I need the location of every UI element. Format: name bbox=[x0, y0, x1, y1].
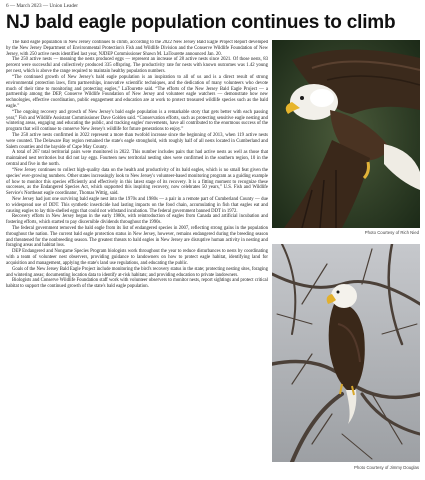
article-paragraph: “The ongoing recovery and growth of New Jersey's bald eagle population is a remarkable story that gets better with each passing year,” Fish and Wildlife Assistant Commissioner Dave Golden said. “Conservation efforts, such as protecting sensitive eagle nesting and wintering areas, engaging and educating the public, and tracking eagles' movements, have all contributed to the enormous success of the program that will continue to conserve New Jersey's wildlife for future generations to enjoy.” bbox=[6, 109, 268, 133]
article-paragraph: Biologists and Conserve Wildlife Foundation staff work with volunteer observers to monitor nests, report sightings and protect critical habitat to support the continued growth of the state's bald eagle population. bbox=[6, 278, 268, 290]
article-paragraph: New Jersey had just one surviving bald eagle nest into the 1970s and 1980s — a pair in a remote part of Cumberland County — due to widespread use of DDT. This synthetic insecticide had lasting impacts on the food chain, accumulating in fish that eagles eat and causing eagles to lay thin-shelled eggs that could not withstand incubation. The federal government banned DDT in 1972. bbox=[6, 196, 268, 214]
article-paragraph: The 250 active nests confirmed in 2022 represent a more than twofold increase since the beginning of 2013, when 119 active nests were counted. The Delaware Bay region remained the state's eagle stronghold, with roughly half of all nests located in Cumberland and Salem counties and the bayside of Cape May County. bbox=[6, 133, 268, 150]
article-paragraph: The bald eagle population in New Jersey continues to climb, according to the 2022 New Jersey Bald Eagle Project Report developed by the New Jersey Department of Environmental Protection's Fish and Wildlife Division and the Conserve Wildlife Foundation of New Jersey, with 250 active nests identified last year, NJDEP Commissioner Shawn M. LaTourette announced Jan. 20. bbox=[6, 40, 268, 57]
article-headline: NJ bald eagle population continues to climb bbox=[6, 12, 396, 33]
page-folio: 6 — March 2023 — Union Leader bbox=[6, 3, 79, 9]
photo-credit: Photo Courtesy of Rich Nied bbox=[364, 230, 419, 235]
article-body bbox=[6, 40, 268, 476]
article-paragraph: The 250 active nests — meaning the nests produced eggs — represent an increase of 28 active nests since 2021. Of those nests, 83 percent were successful and collectively produced 335 offspring. The productivity rate for nests with known outcomes was 1.42 young per nest, which is above the range required to maintain healthy population numbers. bbox=[6, 57, 268, 75]
article-paragraph: Recovery efforts in New Jersey began in the early 1980s, with reintroduction of eagles from Canada and artificial incubation and fostering efforts, which started to pay discernible dividends throughout the 1990s. bbox=[6, 214, 268, 226]
photo-credit: Photo Courtesy of Jimmy Douglas bbox=[354, 465, 419, 470]
article-paragraph: “The continued growth of New Jersey's bald eagle population is an inspiration to all of us and is a direct result of strong environmental protection laws, firm partnerships, innovative scientific techniques, and the dedication of many volunteers who devote much of their time to monitoring and protecting eagles,” LaTourette said. “The efforts of the New Jersey Bald Eagle Project — a partnership among the DEP, Conserve Wildlife Foundation of New Jersey and volunteer eagle watchers — demonstrate how new technologies, effective coordination, public engagement and education are at work to protect treasured wildlife species such as the bald eagle.” bbox=[6, 74, 268, 109]
article-paragraph: “New Jersey continues to collect high-quality data on the health and productivity of its bald eagles, which is no small feat given the species' ever-growing numbers. Other states increasingly look to New Jersey's volunteer-based monitoring program as a guiding example of how to monitor this species efficiently and effectively in this latest stage of its recovery. It is a fitting moment to recognize these successes, as the Endangered Species Act, which supported this inspiring recovery, now celebrates 50 years,” U.S. Fish and Wildlife Service's Northeast eagle coordinator, Thomas Wittig, said. bbox=[6, 167, 268, 197]
article-paragraph: A total of 267 total territorial pairs were monitored in 2022. This number includes pairs that had active nests as well as those that maintained nest territories but did not lay eggs. Fourteen new territorial nesting sites were confirmed in the southern region, 10 in the central and five in the north. bbox=[6, 150, 268, 168]
article-paragraph: The federal government removed the bald eagle from its list of endangered species in 2007, reflecting strong gains in the population throughout the nation. The current bald eagle protection status in New Jersey, however, remains endangered during the breeding season and threatened for the nonbreeding season. The greatest threats to bald eagles in New Jersey are disruptive human activity in nesting and foraging areas and habitat loss. bbox=[6, 226, 268, 249]
bald-eagle-in-flight-photo bbox=[272, 40, 420, 228]
article-paragraph: Goals of the New Jersey Bald Eagle Project include monitoring the bird's recovery status in the state; protecting nesting sites, foraging and wintering areas; documenting location data to identify at-risk habitats; and providing education to private landowners. bbox=[6, 266, 268, 278]
bald-eagle-perched-photo bbox=[272, 244, 420, 462]
article-paragraph: DEP Endangered and Nongame Species Program biologists work throughout the year to reduce disturbances to nests by coordinating with a team of volunteer nest observers, providing guidance to landowners on how to protect eagle habitat, identifying land for acquisition and management, applying the state's land use regulations, and educating the public. bbox=[6, 249, 268, 266]
